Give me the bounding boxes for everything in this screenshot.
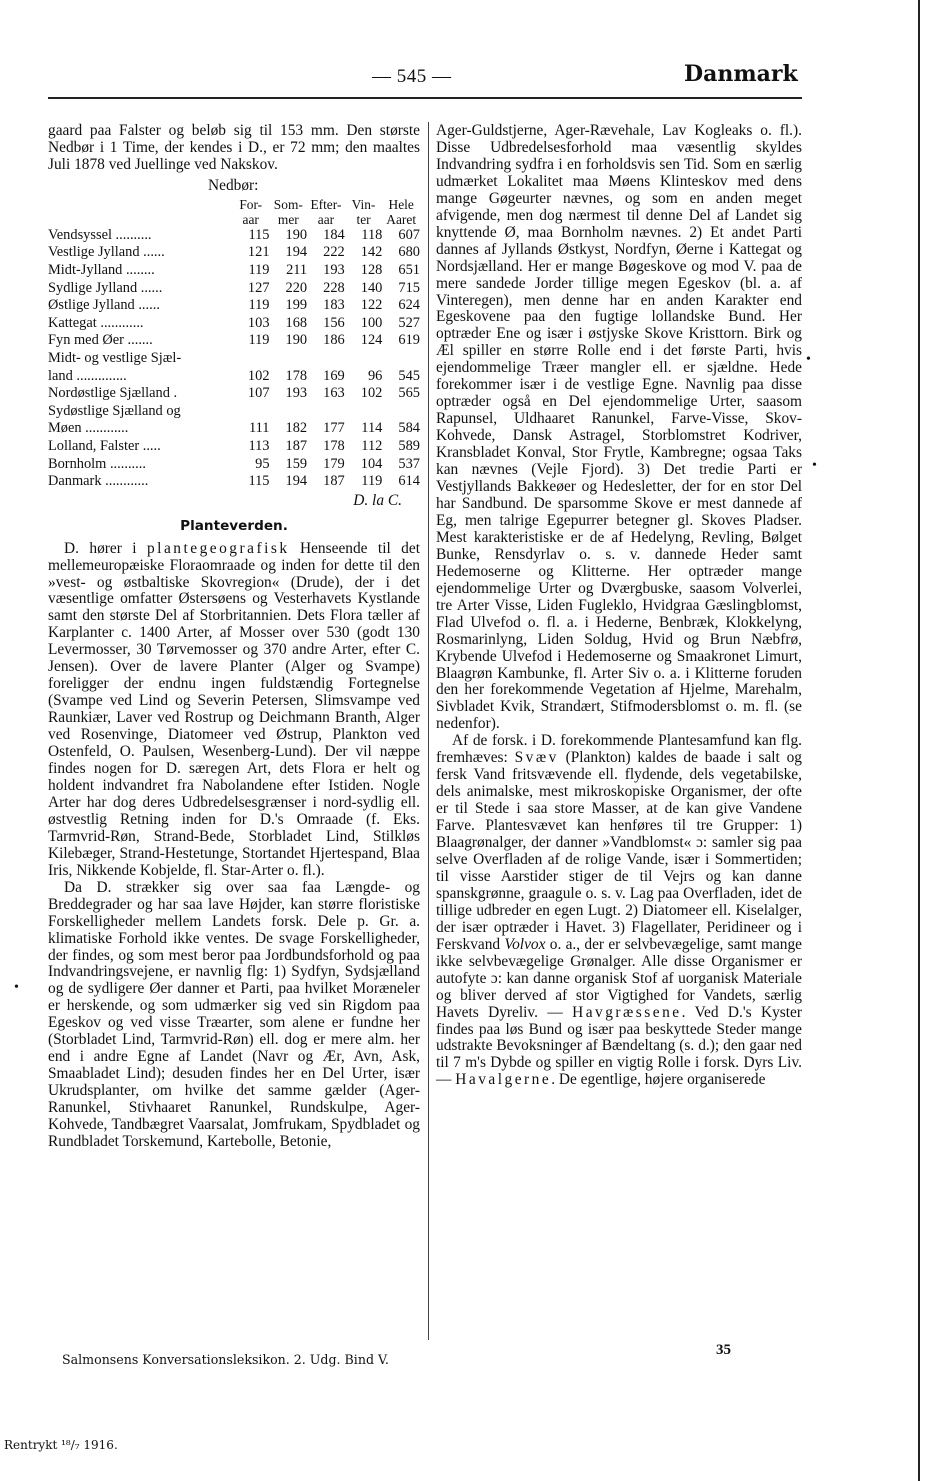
table-header-row bbox=[48, 197, 420, 227]
value-cell: 107 bbox=[247, 385, 270, 402]
left-column bbox=[48, 123, 420, 1151]
value-cell: 156 bbox=[323, 314, 345, 331]
value-cell: 228 bbox=[323, 279, 345, 296]
precipitation-table bbox=[48, 197, 420, 491]
table-row bbox=[48, 438, 420, 456]
spaced-term: Havgræssene bbox=[572, 1003, 682, 1021]
value-cell: 119 bbox=[248, 262, 270, 278]
region-cell: Nordøstlige Sjælland . bbox=[48, 385, 178, 402]
value-cell: 614 bbox=[398, 473, 420, 490]
reprint-note: Rentrykt ¹⁸/₇ 1916. bbox=[4, 1438, 118, 1452]
column-header: For- aar bbox=[239, 196, 263, 227]
value-cell bbox=[307, 403, 345, 421]
table-row bbox=[48, 315, 420, 333]
value-cell: 142 bbox=[360, 244, 383, 261]
table-row bbox=[48, 297, 420, 315]
region-cell: Møen ............ bbox=[48, 420, 129, 437]
value-cell: 527 bbox=[398, 314, 420, 331]
value-cell: 115 bbox=[248, 473, 270, 490]
region-cell: Sydøstlige Sjælland og bbox=[48, 402, 181, 419]
value-cell: 193 bbox=[285, 385, 308, 402]
value-cell: 104 bbox=[360, 455, 383, 472]
region-cell: Fyn med Øer ....... bbox=[48, 332, 153, 349]
column-header: Hele Aaret bbox=[386, 196, 417, 227]
value-cell: 220 bbox=[285, 279, 308, 296]
value-cell: 565 bbox=[398, 385, 420, 402]
value-cell: 651 bbox=[398, 262, 420, 278]
region-cell: Vestlige Jylland ...... bbox=[48, 244, 165, 261]
value-cell: 619 bbox=[398, 332, 420, 349]
value-cell: 545 bbox=[398, 367, 420, 384]
value-cell: 178 bbox=[323, 437, 345, 454]
value-cell: 680 bbox=[398, 244, 420, 261]
table-row bbox=[48, 473, 420, 491]
value-cell: 118 bbox=[361, 226, 383, 243]
value-cell: 119 bbox=[361, 473, 383, 490]
value-cell: 114 bbox=[361, 420, 383, 437]
region-cell: Midt-Jylland ........ bbox=[48, 262, 155, 278]
intro-paragraph: gaard paa Falster og beløb sig til 153 mm. Den største Nedbør i 1 Time, der kendes i D., er 72 mm; den maaltes Juli 1878 ved Juellinge ved Nakskov. bbox=[48, 122, 420, 173]
table-row bbox=[48, 420, 420, 438]
section-title: Planteverden. bbox=[180, 517, 288, 534]
table-row bbox=[48, 332, 420, 350]
value-cell: 199 bbox=[285, 297, 308, 314]
body-paragraph: D. hører i plantegeografisk Henseende til det mellemeuropæiske Floraomraade og inden for dette til den »vest- og østbaltiske Skovregion« (Drude), der i det væsentlige omfatter Østersøens og Vesterhavets Kystlande samt den største Del af Storbritannien. Dets Flora tæller af Karplanter c. 1400 Arter, af Mosser over 530 (godt 130 Levermosser, 30 Tørvemosser og 370 andre Arter, efter C. Jensen). Over de lavere Planter (Alger og Svampe) foreligger der endnu ingen fuldstændig Fortegnelse (Svampe ved Lind og Severin Petersen, Slimsvampe ved Raunkiær, Laver ved Rostrup og Deichmann Branth, Alger ved Rosenvinge, Diatomeer ved Østrup, Plankton ved Ostenfeld, O. Paulsen, Wesenberg-Lund). Der vil næppe findes nogen for D. særegen Art, dets Flora er helt og holdent indvandret fra Nabolandene efter Istiden. Nogle Arter har dog deres Udbredelsesgrænser i nord-sydlig ell. østvestlig Retning inden for D.'s Omraade (f. Eks. Tarmvrid-Røn, Strand-Bede, Storbladet Lind, Stilkløs Kilebæger, Strand-Hestetunge, Stortandet Hjertespand, Blaa Iris, Nikkende Kobjelde, fl. Star-Arter o. fl.). bbox=[48, 539, 420, 879]
value-cell: 211 bbox=[286, 262, 308, 278]
region-cell: Kattegat ............ bbox=[48, 314, 144, 331]
region-cell: Sydlige Jylland ...... bbox=[48, 279, 163, 296]
region-cell: land .............. bbox=[48, 367, 127, 384]
value-cell: 168 bbox=[285, 314, 308, 331]
table-row bbox=[48, 227, 420, 245]
region-header bbox=[48, 197, 232, 227]
signature-mark: 35 bbox=[716, 1342, 731, 1358]
value-cell: 187 bbox=[285, 437, 308, 454]
value-cell bbox=[270, 350, 308, 368]
table-row bbox=[48, 244, 420, 262]
value-cell: 183 bbox=[323, 297, 345, 314]
value-cell: 607 bbox=[398, 226, 420, 243]
value-cell bbox=[345, 350, 383, 368]
table-row bbox=[48, 385, 420, 403]
region-cell: Danmark ............ bbox=[48, 473, 149, 490]
spaced-term: plantegeografisk bbox=[146, 539, 290, 557]
region-cell: Vendsyssel .......... bbox=[48, 226, 152, 243]
value-cell: 194 bbox=[285, 473, 308, 490]
table-row bbox=[48, 368, 420, 386]
value-cell: 190 bbox=[285, 226, 308, 243]
page-number: — 545 — bbox=[372, 66, 452, 87]
value-cell bbox=[232, 403, 270, 421]
column-header: Efter- aar bbox=[310, 196, 342, 227]
value-cell: 121 bbox=[247, 244, 270, 261]
value-cell: 177 bbox=[323, 420, 345, 437]
column-header: Vin- ter bbox=[351, 196, 376, 227]
value-cell: 182 bbox=[285, 420, 308, 437]
value-cell: 127 bbox=[247, 279, 270, 296]
value-cell: 589 bbox=[398, 437, 420, 454]
value-cell: 112 bbox=[361, 437, 383, 454]
region-cell: Lolland, Falster ..... bbox=[48, 437, 161, 454]
value-cell bbox=[345, 403, 383, 421]
value-cell bbox=[270, 403, 308, 421]
value-cell: 190 bbox=[285, 332, 308, 349]
page-edge-line bbox=[918, 0, 920, 1481]
region-cell: Bornholm .......... bbox=[48, 455, 146, 472]
value-cell: 222 bbox=[323, 244, 345, 261]
table-row bbox=[48, 456, 420, 474]
body-paragraph: Da D. strækker sig over saa faa Længde- og Breddegrader og har saa lave Højder, kan større floristiske Forskelligheder mellem Landets forsk. Dele p. Gr. a. klimatiske Forhold ikke ventes. De svage Forskelligheder, der findes, og som mest beror paa Jordbundsforhold og paa Indvandringsvejene, er navnlig flg: 1) Sydfyn, Sydsjælland og de sydligere Øer danner et Parti, paa hvilket Moræneler er herskende, og som udmærker sig ved sin Rigdom paa Egeskov og ved visse Træarter, som alene er fundne her (Storbladet Lind, Tarmvrid-Røn) ell. dog er mere alm. her end i andre Egne af Landet (Navr og Ær, Avn, Ask, Smaabladet Lind); desuden findes her en Del Urter, især Ukrudsplanter, om hvilke det samme gælder (Ager-Ranunkel, Stivhaaret Ranunkel, Rundskulpe, Ager-Kohvede, Tandbægret Vaarsalat, Jomfrukam, Spydbladet og Rundbladet Torskemund, Kartebolle, Betonie, bbox=[48, 878, 420, 1150]
value-cell: 95 bbox=[255, 455, 270, 472]
value-cell: 179 bbox=[323, 455, 345, 472]
value-cell: 624 bbox=[398, 297, 420, 314]
table-signature: D. la C. bbox=[353, 491, 402, 509]
value-cell bbox=[307, 350, 345, 368]
running-title: Danmark bbox=[684, 61, 798, 87]
margin-dot: • bbox=[812, 458, 817, 473]
table-title: Nedbør: bbox=[208, 176, 259, 194]
table-body bbox=[48, 227, 420, 491]
value-cell: 122 bbox=[360, 297, 383, 314]
value-cell: 113 bbox=[248, 437, 270, 454]
value-cell bbox=[232, 350, 270, 368]
region-cell: Østlige Jylland ...... bbox=[48, 297, 160, 314]
value-cell: 102 bbox=[247, 367, 270, 384]
region-cell: Midt- og vestlige Sjæl- bbox=[48, 349, 182, 366]
value-cell: 537 bbox=[398, 455, 420, 472]
value-cell: 140 bbox=[360, 279, 383, 296]
table-row bbox=[48, 350, 420, 368]
value-cell: 715 bbox=[398, 279, 420, 296]
value-cell: 102 bbox=[360, 385, 383, 402]
value-cell: 128 bbox=[360, 262, 383, 278]
value-cell: 115 bbox=[248, 226, 270, 243]
value-cell: 96 bbox=[367, 367, 383, 384]
value-cell: 111 bbox=[248, 420, 270, 437]
publication-footer: Salmonsens Konversationsleksikon. 2. Udg. Bind V. bbox=[62, 1352, 389, 1367]
italic-term: Volvox bbox=[504, 935, 546, 953]
table-row bbox=[48, 403, 420, 421]
value-cell: 119 bbox=[248, 297, 270, 314]
right-column bbox=[436, 123, 802, 1089]
column-header: Som- mer bbox=[273, 196, 303, 227]
body-paragraph: Af de forsk. i D. forekommende Plantesamfund kan flg. fremhæves: Svæv (Plankton) kaldes de baade i salt og fersk Vand fritsvævende ell. flydende, dels vegetabilske, dels animalske, mest mikroskopiske Organismer, der ofte er til Stede i saa store Masser, at de kan give Vandene Farve. Plantesvævet kan henføres til tre Grupper: 1) Blaagrønalger, der danner »Vandblomst« ɔ: samler sig paa selve Overfladen af de rolige Vande, især i Sommertiden; til visse Aarstider stiger de til Vejrs og kan danne spanskgrønne, graagule o. s. v. Lag paa Overfladen, idet de tillige udbreder en egen Lugt. 2) Diatomeer ell. Kiselalger, der især optræder i Havet. 3) Flagellater, Peridineer og i Ferskvand Volvox o. a., der er selvbevægelige, samt mange ikke selvbevægelige Grønalger. Alle disse Organismer er autofyte ɔ: kan danne organisk Stof af uorganisk Materiale og bliver derved af stor Vigtighed for Vandets, særlig Havets Dyreliv. — Havgræssene. Ved D.'s Kyster findes paa løs Bund og især paa beskyttede Steder mange udstrakte Bevoksninger af Bændeltang (s. d.); den gaar ned til 7 m's Dybde og spiller en vigtig Rolle i forsk. Dyrs Liv. — Havalgerne. De egentlige, højere organiserede bbox=[436, 732, 803, 1089]
value-cell: 103 bbox=[247, 314, 270, 331]
value-cell: 193 bbox=[323, 262, 345, 278]
value-cell: 187 bbox=[323, 473, 345, 490]
value-cell: 124 bbox=[360, 332, 383, 349]
column-divider bbox=[428, 122, 429, 1340]
margin-dot: • bbox=[806, 352, 811, 367]
spaced-term: Havalgerne bbox=[455, 1071, 552, 1089]
value-cell: 184 bbox=[323, 226, 345, 243]
value-cell: 119 bbox=[248, 332, 270, 349]
value-cell: 584 bbox=[398, 420, 420, 437]
value-cell: 178 bbox=[285, 367, 308, 384]
spaced-term: Svæv bbox=[514, 749, 559, 767]
value-cell bbox=[382, 403, 420, 421]
body-paragraph: Ager-Guldstjerne, Ager-Rævehale, Lav Kogleaks o. fl.). Disse Udbredelsesforhold maa væsentlig skyldes Indvandring sydfra i en forholdsvis sen Tid. Som en særlig udmærket Lokalitet maa Møens Klinteskov med dens mange Gøgeurter nævnes, og som en anden meget afvigende, men dog nærmest til denne Del af Landet sig knyttende Ø, maa Bornholm nævnes. 2) Et andet Parti dannes af Jyllands Østkyst, Nordfyn, Øerne i Kattegat og Nordsjælland. Her er mange Bøgeskove og mod V. paa de mere sandede Jorder tillige megen Egeskov (bl. a. af Vinteregen), men denne har en anden Karakter end Egeskovene paa den fugtige lollandske Bund. Her optræder Ene og især i østjyske Skove Kristtorn. Birk og Æl spiller en større Rolle end i det første Parti, hvis ejendommelige Træer mangler ell. er sjældne. Hede forekommer især i de vestlige Egne. Navnlig paa disse optræder også en Del ejendommelige Urter, saasom Rapunsel, Uldhaaret Ranunkel, Farve-Visse, Skov-Kohvede, Dansk Astragel, Storblomstret Kodriver, Kransbladet Konval, Stor Frytle, Kambregne; ogsaa Taks kan nævnes (Vejle Fjord). 3) Det tredie Parti er Vestjyllands Bakkeøer og Hedesletter, der for en stor Del har Sandbund. De sparsomme Skove er mest dannede af Eg, men talrige Egepurrer betegner gl. Skoves Pladser. Mest karakteristiske er de af Hedelyng, Revling, Bølget Bunke, Rensdyrlav o. s. v. dannede Heder samt Hedemoserne og Klitterne. Her optræder mange ejendommelige Urter og Dværgbuske, saasom Volverlei, tre Arter Visse, Liden Fugleklo, Hvidgraa Gæslingblomst, Flad Ulvefod o. fl. a. i Hederne, Benbræk, Klokkelyng, Rosmarinlyng, Liden Soldug, Hvid og Brun Næbfrø, Krybende Ulvefod i Hedemoserne og Smaakronet Limurt, Blaagrøn Kambunke, fl. Arter Siv o. a. i Klitterne foruden den her forekommende Vegetation af Hjelme, Marehalm, Sivbladet Kvik, Strandært, Stifmodersblomst o. m. fl. (se nedenfor). bbox=[436, 122, 802, 733]
value-cell: 186 bbox=[323, 332, 345, 349]
margin-dot: • bbox=[14, 980, 19, 995]
value-cell bbox=[382, 350, 420, 368]
value-cell: 159 bbox=[285, 455, 308, 472]
value-cell: 194 bbox=[285, 244, 308, 261]
table-row bbox=[48, 262, 420, 280]
value-cell: 100 bbox=[360, 314, 383, 331]
value-cell: 169 bbox=[323, 367, 345, 384]
table-row bbox=[48, 280, 420, 298]
value-cell: 163 bbox=[323, 385, 345, 402]
header-rule bbox=[48, 97, 802, 99]
